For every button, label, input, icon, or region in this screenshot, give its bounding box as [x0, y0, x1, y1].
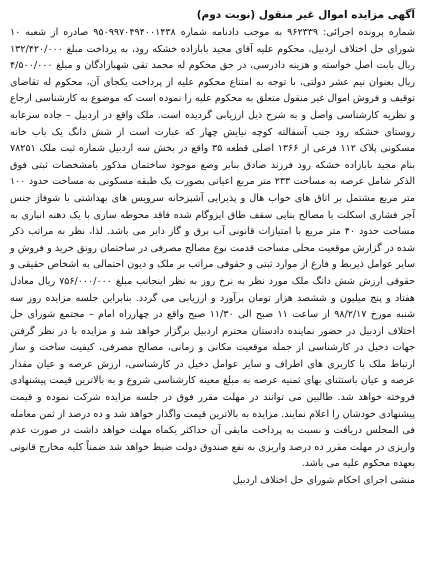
- notice-signature: منشی اجرای احکام شورای حل اختلاف اردبیل: [232, 475, 415, 487]
- notice-title: آگهی مزایده اموال غیر منقول (نوبت دوم): [196, 9, 415, 21]
- notice-body: شماره پرونده اجرائی: ۹۶۲۳۳۹ به موجب دادنامه شماره ۹۵۰۹۹۷۰۴۹۴۰۰۱۴۳۸ صادره از شعبه ۱۰ شورای حل اختلاف اردبیل، محکوم علیه آقای مجید بابازاده خشکه رود، به پرداخت مبلغ ۱۳۲/۴۲۰/۰۰۰ ریال بابت اصل خواسته و هزینه دادرسی، در حق محکوم له محمد تقی شهبازادگان و مبلغ ۴/۵۰۰/۰۰۰ ریال بعنوان نیم عشر دولتی، با توجه به امتناع محکوم علیه از پرداخت یکجای آن، محکوم له تقاضای توقیف و فروش اموال غیر منقول متعلق به محکوم علیه را نموده است که موضوع به کارشناسی ارجاع و نظریه کارشناسی واصل و به شرح ذیل ارزیابی گردیده است. ملک واقع در اردبیل – جاده سرعابه روستای خشکه رود جنب آسفالته کوچه نیایش چهار که عبارت است از شش دانگ یک باب خانه مسکونی پلاک ۱۱۲ فرعی از ۱۳۶۶ اصلی قطعه ۳۵ واقع در بخش سه اردبیل شماره ثبت ملک ۷۸۲۵۱ بنام مجید بابازاده خشکه رود فرزند صادق بنابر وضع موجود ساختمان مذکور بامشخصات ثبتی فوق الذکر شامل عرصه به مساحت ۲۳۳ متر مربع اعیانی بصورت یک طبقه مسکونی به مساحت حدود ۱۰۰ متر مربع مشتمل بر اتاق های خواب هال و پذیرایی آشپزخانه سرویس های بهداشتی با شوفاژ جنس آجر فشاری اسکلت با مصالح بنایی سقف طاق ایزوگام شده فاقد محوطه سازی با یک دهنه انباری به مساحت حدود ۴۰ متر مربع با امتیازات قانونی آب برق و گاز دایر می باشد. لذا، نظر به مراتب ذکر شده در گزارش موقعیت محلی مساحت قدمت نوع مصالح مصرفی در ساختمان رونق خرید و فروش و سایر عوامل ذیربط و فارغ از موارد ثبتی و حقوقی مراتب بر ملک و دیون احتمالی به اشخاص حقیقی و حقوقی ارزش شش دانگ ملک مورد نظر به نرخ روز به نظر اینجانب مبلغ ۷۵۶/۰۰۰/۰۰۰ ریال معادل هفتاد و پنج میلیون و ششصد هزار تومان برآورد و ارزیابی می گردد. بنابراین جلسه مزایده روز سه شنبه مورخ ۹۸/۲/۱۷ از ساعت ۱۱ صبح الی ۱۱/۳۰ صبح واقع در چهارراه امام – مجتمع شورای حل اختلاف اردبیل در حضور نماینده دادستان محترم اردبیل برگزار خواهد شد و مزایده با در نظر گرفتن جهات دخیل در کارشناسی از جمله موقعیت مکانی و زمانی، مصالح مصرفی، کیفیت ساخت و ساز ارتباط ملک با کاربری های اطراف و سایر عوامل دخیل در کارشناسی، ارزش عرصه و عیان مقدار عرصه و عیان باستثنای بهای ثمنیه عرصه به مبلغ معینه کارشناسی شروع و به بالاترین قیمت پیشنهادی فروخته خواهد شد. طالبین می توانند در مهلت مقرر فوق در جلسه مزایده شرکت نموده و قیمت پیشنهادی خودشان را اعلام نمایند. مزایده به بالاترین قیمت واگذار خواهد شد و ده درصد از ثمن معامله فی المجلس دریافت و نسبت به پرداخت مابقی آن حداکثر یکماه مهلت خواهد داشت در صورت عدم واریزی در مهلت مقرر ده درصد واریزی به نفع صندوق دولت ضبط خواهد شد ضمناً کلیه مخارج قانونی بعهده محکوم علیه می باشد.: [10, 27, 416, 470]
